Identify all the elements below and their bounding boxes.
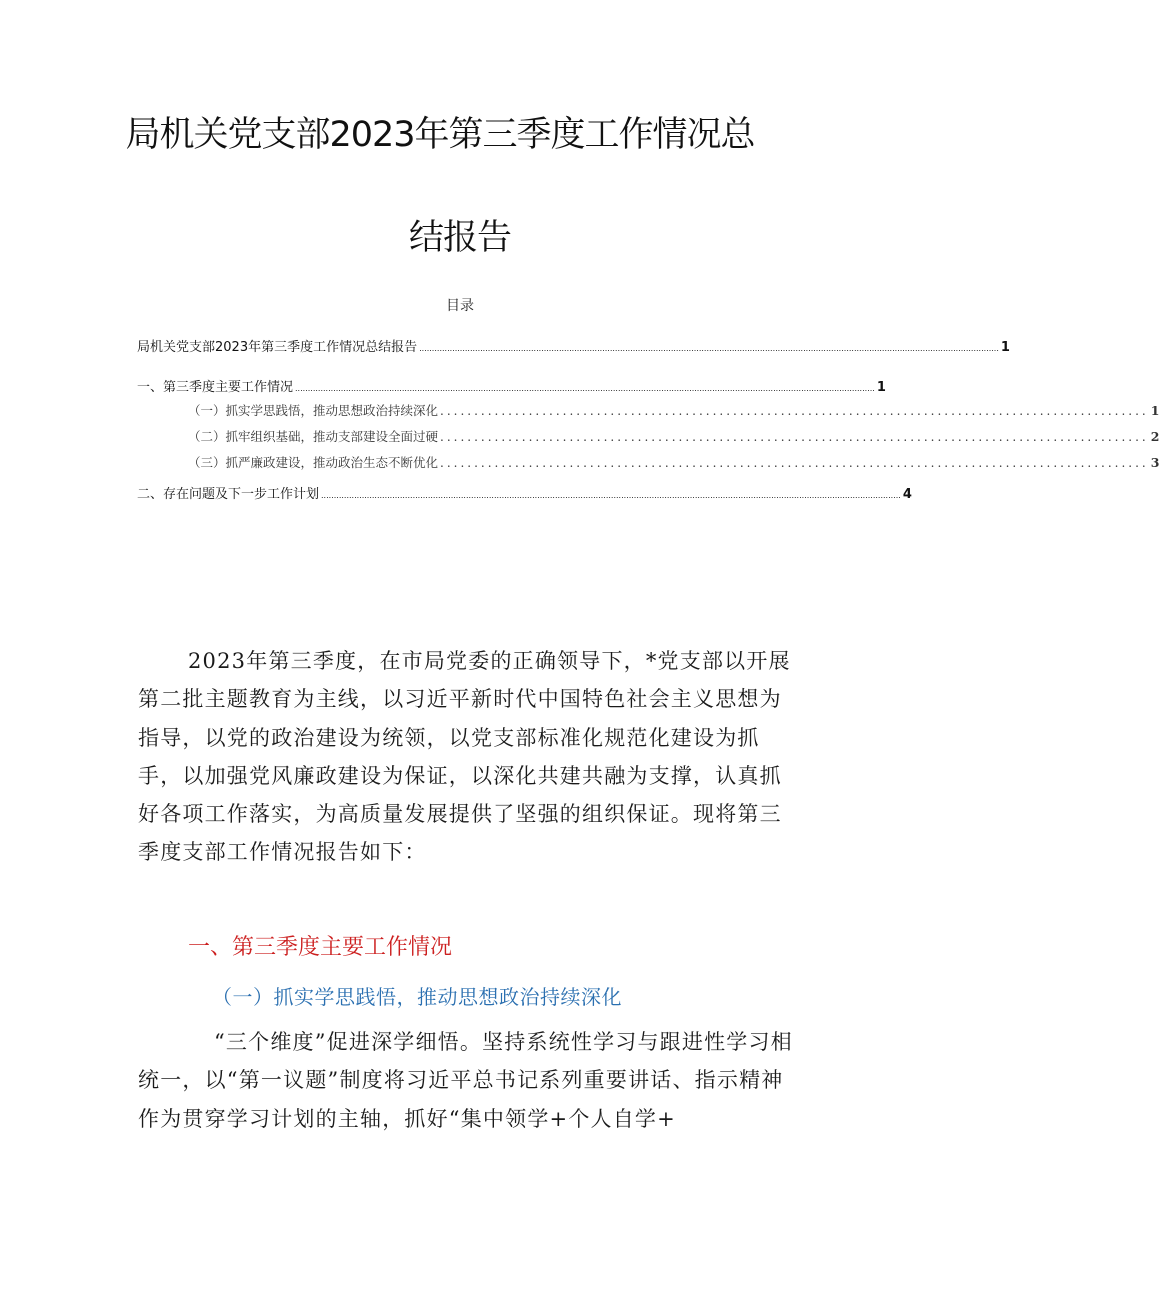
toc-entry[interactable] bbox=[188, 453, 1159, 471]
toc-entry[interactable] bbox=[188, 427, 1159, 445]
toc-page-number: 1 bbox=[1150, 403, 1159, 418]
toc-page-number: 4 bbox=[902, 487, 912, 502]
toc-page-number: 3 bbox=[1150, 455, 1159, 470]
toc-page-number: 1 bbox=[876, 380, 886, 395]
toc-heading: 目录 bbox=[446, 298, 474, 314]
intro-paragraph: 2023年第三季度，在市局党委的正确领导下，*党支部以开展第二批主题教育为主线，以习近平新时代中国特色社会主义思想为指导，以党的政治建设为统领，以党支部标准化规范化建设为抓手，以加强党风廉政建设为保证，以深化共建共融为支撑，认真抓好各项工作落实，为高质量发展提供了坚强的组织保证。现将第三季度支部工作情况报告如下： bbox=[138, 649, 791, 865]
subsection-heading: （一）抓实学思践悟，推动思想政治持续深化 bbox=[212, 985, 622, 1009]
toc-entry-label: 一、第三季度主要工作情况 bbox=[137, 380, 294, 395]
toc-entry-label: （二）抓牢组织基础，推动支部建设全面过硬 bbox=[188, 429, 439, 444]
toc-page-number: 2 bbox=[1150, 429, 1159, 444]
toc-entry[interactable] bbox=[188, 401, 1159, 419]
toc-page-number: 1 bbox=[1000, 340, 1010, 355]
toc-entry[interactable] bbox=[137, 376, 886, 395]
toc-entry-label: 局机关党支部2023年第三季度工作情况总结报告 bbox=[137, 340, 418, 355]
toc-leader: .................................................................................................................................................................................................................................... bbox=[295, 384, 875, 393]
toc-entry-label: （三）抓严廉政建设，推动政治生态不断优化 bbox=[188, 455, 439, 470]
toc-leader: ........................................................................................................ bbox=[440, 430, 1149, 444]
learning-paragraph: “三个维度”促进深学细悟。坚持系统性学习与跟进性学习相统一，以“第一议题”制度将习近平总书记系列重要讲话、指示精神作为贯穿学习计划的主轴，抓好“集中领学+个人自学+ bbox=[138, 1030, 793, 1131]
document-title-line-2: 结报告 bbox=[408, 218, 511, 258]
document-title-line-1: 局机关党支部2023年第三季度工作情况总 bbox=[125, 115, 755, 155]
toc-leader: .................................................................................................................................................................................................................................... bbox=[419, 344, 999, 353]
toc-entry-label: （一）抓实学思践悟，推动思想政治持续深化 bbox=[188, 403, 439, 418]
toc-entry-label: 二、存在问题及下一步工作计划 bbox=[137, 487, 320, 502]
toc-leader: .................................................................................................................................................................................................................................... bbox=[321, 491, 901, 500]
toc-leader: ........................................................................................................ bbox=[440, 404, 1149, 418]
toc-entry[interactable] bbox=[137, 483, 912, 502]
section-heading: 一、第三季度主要工作情况 bbox=[188, 935, 453, 960]
toc-leader: ........................................................................................................ bbox=[440, 456, 1149, 470]
toc-entry[interactable] bbox=[137, 336, 1010, 355]
